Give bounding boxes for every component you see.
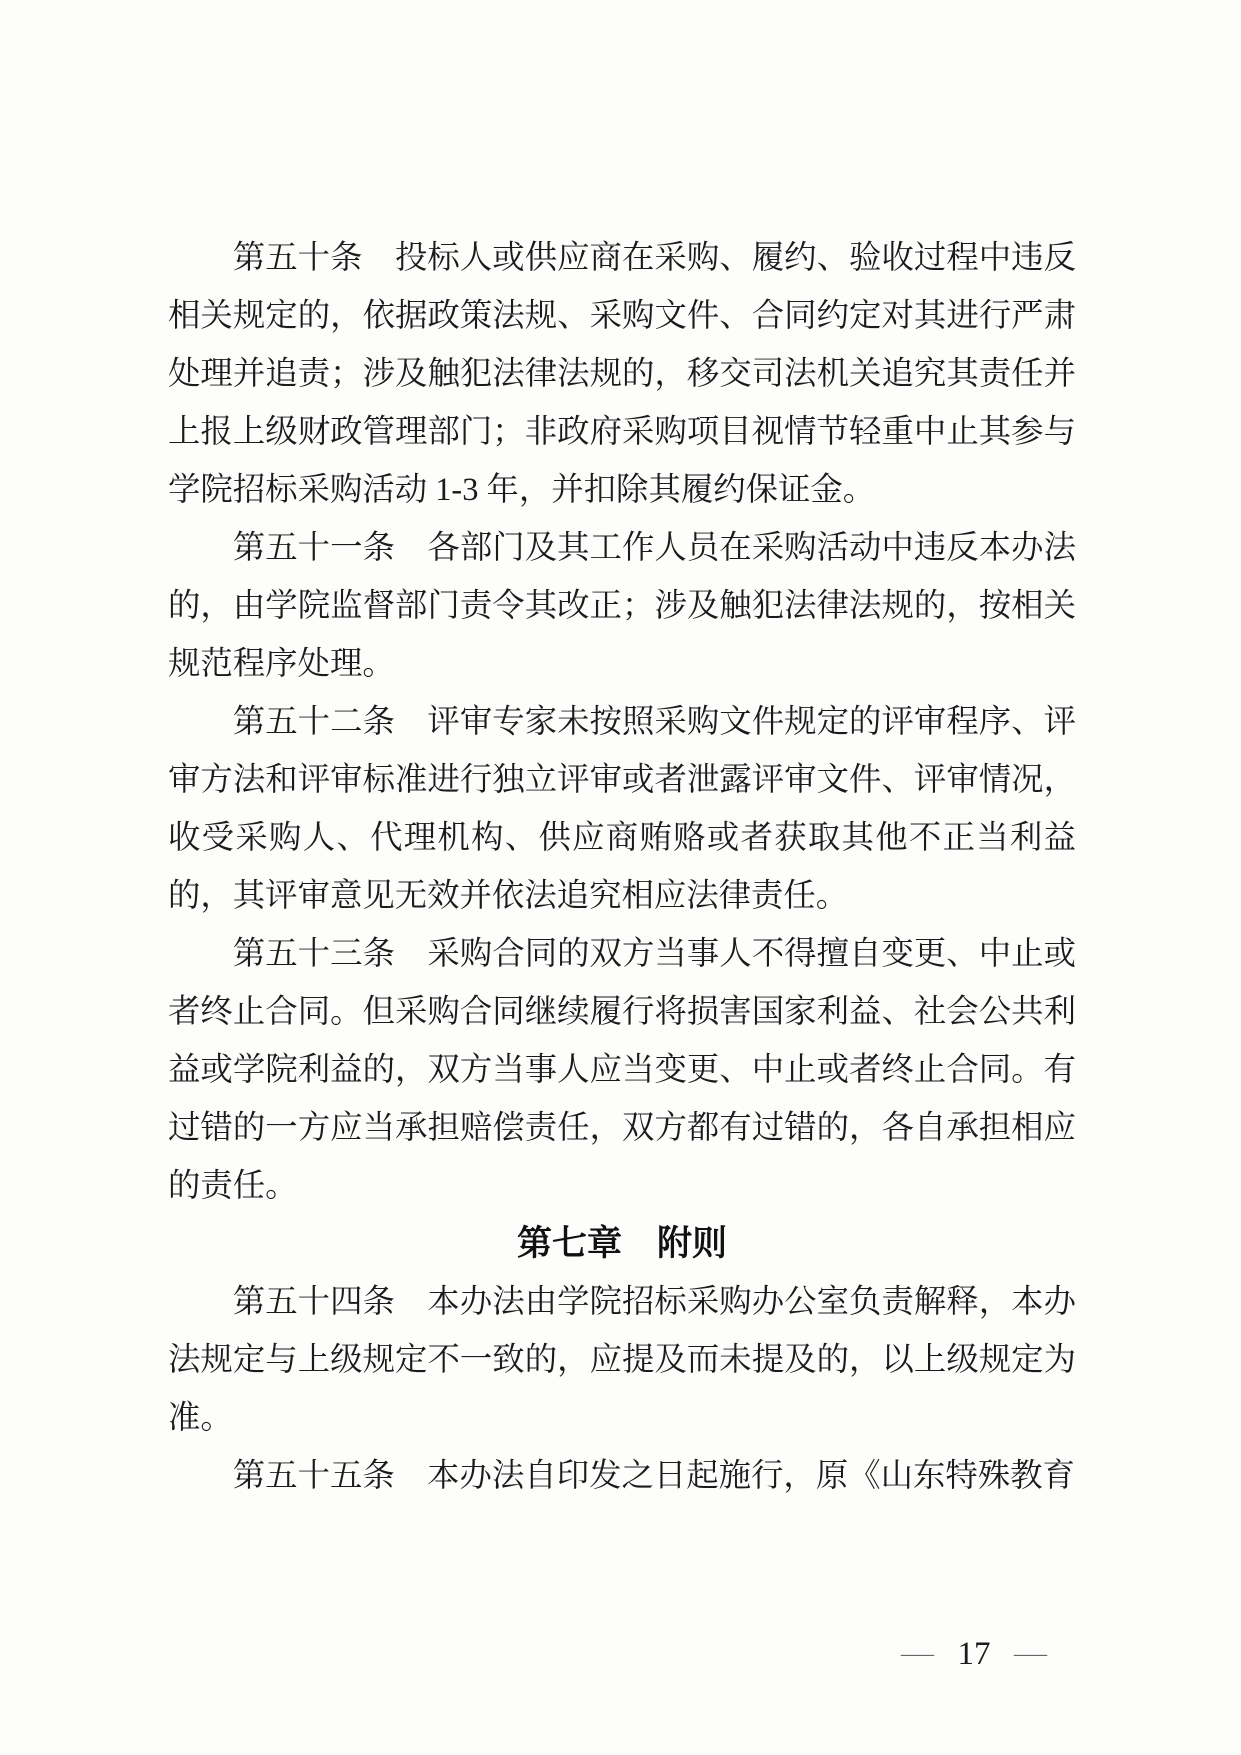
page-number-left-dash: — — [901, 1641, 934, 1667]
page-number-right-dash: — — [1014, 1641, 1047, 1667]
document-body — [168, 229, 1076, 1505]
page-number-value: 17 — [957, 1636, 991, 1672]
page-number — [901, 1636, 1047, 1672]
article-54-paragraph: 第五十四条 本办法由学院招标采购办公室负责解释，本办法规定与上级规定不一致的，应提及而未提及的，以上级规定为准。 — [168, 1284, 1076, 1436]
article-53-paragraph: 第五十三条 采购合同的双方当事人不得擅自变更、中止或者终止合同。但采购合同继续履行将损害国家利益、社会公共利益或学院利益的，双方当事人应当变更、中止或者终止合同。有过错的一方应当承担赔偿责任，双方都有过错的，各自承担相应的责任。 — [168, 936, 1076, 1204]
article-51-paragraph: 第五十一条 各部门及其工作人员在采购活动中违反本办法的，由学院监督部门责令其改正；涉及触犯法律法规的，按相关规范程序处理。 — [168, 530, 1076, 682]
article-55-paragraph: 第五十五条 本办法自印发之日起施行，原《山东特殊教育 — [232, 1458, 1075, 1494]
article-50-paragraph: 第五十条 投标人或供应商在采购、履约、验收过程中违反相关规定的，依据政策法规、采购文件、合同约定对其进行严肃处理并追责；涉及触犯法律法规的，移交司法机关追究其责任并上报上级财政管理部门；非政府采购项目视情节轻重中止其参与学院招标采购活动 1-3 年，并扣除其履约保证金。 — [168, 240, 1076, 508]
chapter-7-heading: 第七章 附则 — [516, 1224, 727, 1263]
article-52-paragraph: 第五十二条 评审专家未按照采购文件规定的评审程序、评审方法和评审标准进行独立评审或者泄露评审文件、评审情况，收受采购人、代理机构、供应商贿赂或者获取其他不正当利益的，其评审意见无效并依法追究相应法律责任。 — [168, 704, 1076, 914]
